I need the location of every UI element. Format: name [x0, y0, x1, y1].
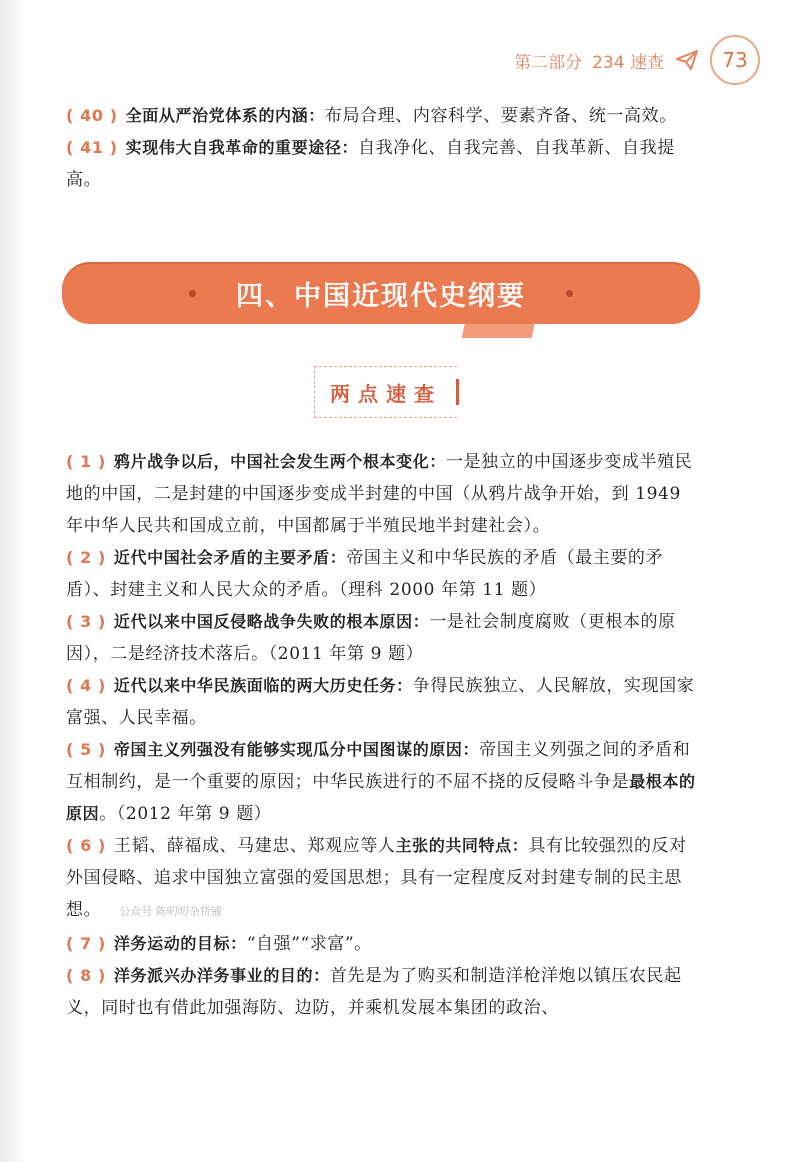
page-edge — [0, 0, 26, 1162]
item-text: “自强”“求富”。 — [246, 934, 372, 954]
item-keyword: 洋务派兴办洋务事业的目的： — [113, 966, 330, 985]
top-items — [66, 100, 704, 196]
list-item — [66, 734, 704, 830]
item-keyword: 实现伟大自我革命的重要途径： — [125, 138, 359, 157]
list-item — [66, 960, 704, 1024]
header-subtitle: 234 速查 — [592, 52, 664, 73]
watermark-text: 公众号 陈叨叨杂货铺 — [119, 905, 222, 918]
item-text: 自我净化、自我完善、自我革新、自我提高。 — [66, 138, 675, 190]
item-keyword: 洋务运动的目标： — [113, 934, 247, 953]
item-number: ( 2 ) — [66, 548, 106, 567]
section-banner — [62, 262, 700, 324]
item-number: ( 3 ) — [66, 612, 106, 631]
subsection-title-text: 两点速查 — [330, 381, 442, 406]
item-keyword-emphasis: 最根本的原因 — [66, 772, 696, 823]
item-number: ( 8 ) — [66, 966, 106, 985]
item-keyword: 近代以来中国反侵略战争失败的根本原因： — [113, 612, 430, 631]
item-prefix: 王韬、薛福成、马建忠、郑观应等人 — [113, 836, 396, 856]
item-text-tail: 。（2012 年第 9 题） — [99, 804, 272, 824]
title-accent-bar — [456, 379, 459, 405]
item-text: 首先是为了购买和制造洋枪洋炮以镇压农民起义，同时也有借此加强海防、边防，并乘机发展本集团的政治、 — [66, 966, 682, 1018]
item-number: ( 1 ) — [66, 452, 106, 471]
item-text: 布局合理、内容科学、要素齐备、统一高效。 — [324, 106, 677, 126]
item-number: ( 7 ) — [66, 934, 106, 953]
banner-dot — [189, 290, 196, 297]
item-number: ( 6 ) — [66, 836, 106, 855]
item-text: 帝国主义和中华民族的矛盾（最主要的矛盾）、封建主义和人民大众的矛盾。（理科 2000 年第 11 题） — [66, 548, 664, 600]
section-label: 第二部分 — [514, 52, 583, 73]
item-keyword: 鸦片战争以后，中国社会发生两个根本变化： — [113, 452, 446, 471]
list-item — [66, 100, 704, 132]
item-text: 争得民族独立、人民解放，实现国家富强、人民幸福。 — [66, 676, 695, 728]
list-item — [66, 830, 704, 928]
banner-title: 四、中国近现代史纲要 — [236, 280, 526, 312]
list-item — [66, 542, 704, 606]
list-item — [66, 132, 704, 196]
item-keyword: 全面从严治党体系的内涵： — [125, 106, 325, 125]
item-number: ( 41 ) — [66, 138, 118, 157]
list-item — [66, 670, 704, 734]
list-item — [66, 928, 704, 960]
page-header — [514, 36, 760, 84]
item-keyword: 近代以来中华民族面临的两大历史任务： — [113, 676, 413, 695]
subsection-title — [314, 366, 457, 418]
list-item — [66, 446, 704, 542]
list-item — [66, 606, 704, 670]
item-number: ( 4 ) — [66, 676, 106, 695]
banner-dot — [566, 290, 573, 297]
item-number: ( 40 ) — [66, 106, 118, 125]
item-number: ( 5 ) — [66, 740, 106, 759]
item-keyword: 主张的共同特点： — [395, 836, 529, 855]
item-text: 帝国主义列强之间的矛盾和互相制约，是一个重要的原因；中华民族进行的不屈不挠的反侵略斗争是 — [66, 740, 691, 792]
item-text: 一是独立的中国逐步变成半殖民地的中国，二是封建的中国逐步变成半封建的中国（从鸦片战争开始，到 1949 年中华人民共和国成立前，中国都属于半殖民地半封建社会）。 — [66, 452, 693, 536]
item-keyword: 近代中国社会矛盾的主要矛盾： — [113, 548, 347, 567]
item-text: 具有比较强烈的反对外国侵略、追求中国独立富强的爱国思想；具有一定程度反对封建专制的民主思想。 — [66, 836, 687, 920]
page-number: 73 — [710, 35, 760, 85]
paper-plane-icon — [674, 47, 700, 73]
item-keyword: 帝国主义列强没有能够实现瓜分中国图谋的原因： — [113, 740, 480, 759]
history-items — [66, 446, 704, 1024]
item-text: 一是社会制度腐败（更根本的原因），二是经济技术落后。（2011 年第 9 题） — [66, 612, 676, 664]
